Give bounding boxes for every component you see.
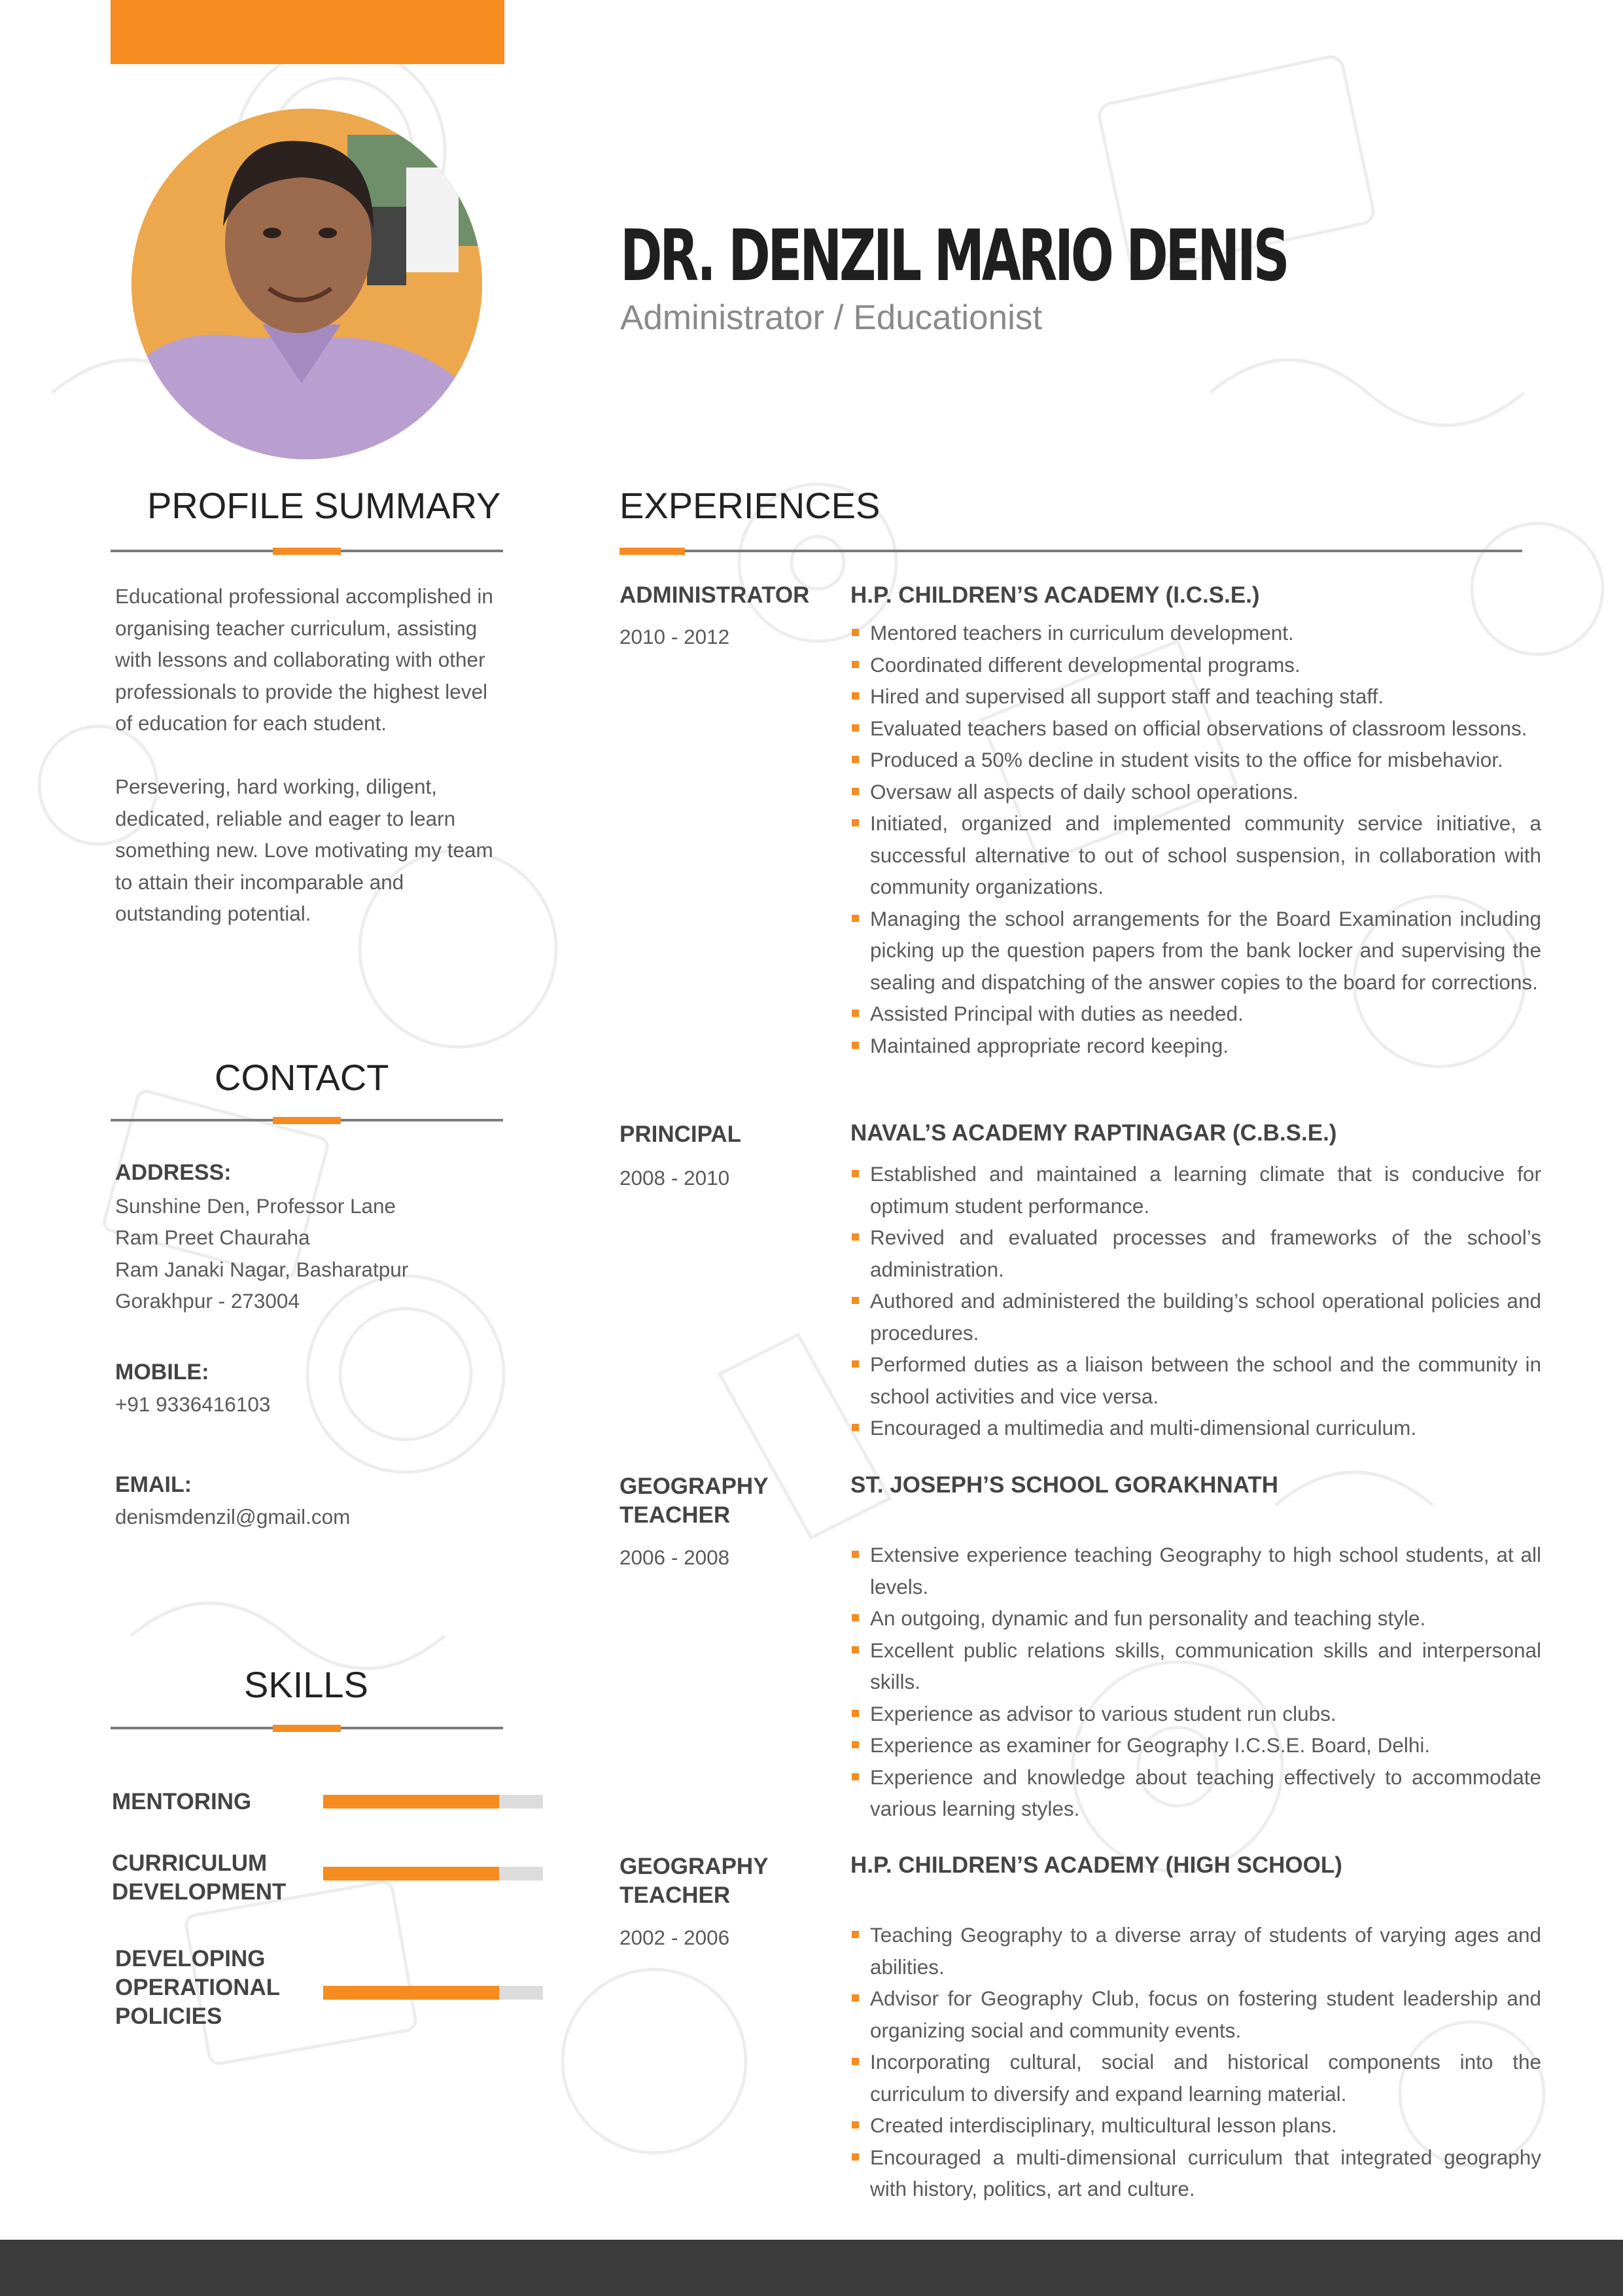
bullet-square-icon (852, 1994, 859, 2002)
portrait-illustration (131, 109, 482, 459)
mobile-label: MOBILE: (115, 1360, 209, 1385)
skill-bar-mentoring (323, 1795, 543, 1809)
list-item: Mentored teachers in curriculum development. (850, 617, 1541, 649)
bullet-square-icon (852, 661, 859, 668)
experiences-heading: EXPERIENCES (620, 485, 881, 526)
email-label: EMAIL: (115, 1472, 192, 1497)
contact-accent (273, 1117, 341, 1124)
experience-years: 2010 - 2012 (620, 625, 730, 648)
list-item: Maintained appropriate record keeping. (850, 1030, 1541, 1062)
experience-bullet-list (850, 617, 1541, 1061)
skill-label-curriculum-development: CURRICULUM DEVELOPMENT (112, 1850, 287, 1905)
list-item: Revived and evaluated processes and frameworks of the school’s administration. (850, 1222, 1541, 1285)
bullet-square-icon (852, 1741, 859, 1748)
skills-heading: SKILLS (244, 1664, 368, 1705)
profile-photo (131, 109, 482, 459)
experience-school: H.P. CHILDREN’S ACADEMY (I.C.S.E.) (850, 582, 1260, 608)
bullet-square-icon (852, 756, 859, 763)
bullet-square-icon (852, 1931, 859, 1938)
bullet-square-icon (852, 1773, 859, 1780)
list-item: Performed duties as a liaison between the school and the community in school activities and vice versa. (850, 1349, 1541, 1412)
experience-bullet-list (850, 1158, 1541, 1444)
experience-bullet-list (850, 1919, 1541, 2205)
profile-summary-accent (273, 548, 341, 555)
experience-school: H.P. CHILDREN’S ACADEMY (HIGH SCHOOL) (850, 1852, 1342, 1878)
bullet-square-icon (852, 724, 859, 732)
list-item: Excellent public relations skills, communication skills and interpersonal skills. (850, 1634, 1541, 1698)
address-line: Sunshine Den, Professor Lane (115, 1194, 396, 1218)
profile-summary-heading: PROFILE SUMMARY (147, 485, 501, 526)
bullet-square-icon (852, 1710, 859, 1717)
list-item: Initiated, organized and implemented community service initiative, a successful alternative to out of school suspension, in collaboration with community organizations. (850, 807, 1541, 903)
list-item: Experience and knowledge about teaching effectively to accommodate various learning styles. (850, 1761, 1541, 1825)
list-item: Assisted Principal with duties as needed. (850, 998, 1541, 1030)
bullet-square-icon (852, 1614, 859, 1621)
mobile-number: +91 9336416103 (115, 1392, 271, 1416)
candidate-name: DR. DENZIL MARIO DENIS (620, 215, 1287, 297)
list-item: Produced a 50% decline in student visits to the office for misbehavior. (850, 744, 1541, 776)
bullet-square-icon (852, 1042, 859, 1049)
list-item: Incorporating cultural, social and historical components into the curriculum to diversify and expand learning material. (850, 2046, 1541, 2110)
experiences-accent (620, 548, 685, 555)
address-label: ADDRESS: (115, 1160, 232, 1185)
skill-label-developing-operational-policies: DEVELOPING OPERATIONAL POLICIES (115, 1946, 281, 2029)
bullet-square-icon (852, 692, 859, 699)
list-item: Encouraged a multi-dimensional curriculum that integrated geography with history, politics, art and culture. (850, 2142, 1541, 2205)
experience-role: GEOGRAPHY TEACHER (620, 1854, 769, 1908)
list-item: Evaluated teachers based on official observations of classroom lessons. (850, 713, 1541, 745)
bullet-square-icon (852, 1360, 859, 1368)
bullet-square-icon (852, 1551, 859, 1558)
experience-years: 2002 - 2006 (620, 1926, 730, 1949)
skill-bar-fill (323, 1795, 499, 1809)
list-item: An outgoing, dynamic and fun personality and teaching style. (850, 1602, 1541, 1634)
list-item: Hired and supervised all support staff and teaching staff. (850, 680, 1541, 713)
list-item: Teaching Geography to a diverse array of students of varying ages and abilities. (850, 1919, 1541, 1983)
bullet-square-icon (852, 819, 859, 826)
address-line: Ram Janaki Nagar, Basharatpur (115, 1258, 409, 1281)
list-item: Oversaw all aspects of daily school operations. (850, 776, 1541, 808)
bullet-square-icon (852, 915, 859, 922)
list-item: Managing the school arrangements for the Board Examination including picking up the question papers from the bank locker and supervising the sealing and dispatching of the answer copies to the board for corrections. (850, 903, 1541, 998)
list-item: Established and maintained a learning climate that is conducive for optimum student performance. (850, 1158, 1541, 1222)
candidate-title: Administrator / Educationist (620, 298, 1043, 337)
top-accent-bar (111, 0, 504, 64)
email-address[interactable]: denismdenzil@gmail.com (115, 1505, 351, 1528)
list-item: Coordinated different developmental programs. (850, 649, 1541, 681)
list-item: Created interdisciplinary, multicultural lesson plans. (850, 2110, 1541, 2142)
skill-bar-fill (323, 1986, 499, 2000)
bullet-square-icon (852, 1646, 859, 1653)
bullet-square-icon (852, 1297, 859, 1304)
experience-school: NAVAL’S ACADEMY RAPTINAGAR (C.B.S.E.) (850, 1120, 1337, 1146)
contact-heading: CONTACT (215, 1057, 389, 1098)
bullet-square-icon (852, 1010, 859, 1017)
list-item: Experience as advisor to various student run clubs. (850, 1698, 1541, 1730)
profile-paragraph-1: Educational professional accomplished in organising teacher curriculum, assisting with lessons and collaborating with other professionals to provide the highest level of education for each student. (115, 584, 493, 735)
list-item: Authored and administered the building’s school operational policies and procedures. (850, 1285, 1541, 1349)
bullet-square-icon (852, 2153, 859, 2161)
skill-label-mentoring: MENTORING (112, 1789, 252, 1814)
address-line: Ram Preet Chauraha (115, 1226, 310, 1249)
skill-bar-fill (323, 1867, 499, 1881)
bullet-square-icon (852, 629, 859, 636)
skill-bar-curriculum-development (323, 1867, 543, 1881)
bullet-square-icon (852, 1424, 859, 1431)
address-line: Gorakhpur - 273004 (115, 1289, 300, 1313)
experience-years: 2006 - 2008 (620, 1545, 730, 1569)
experience-role: PRINCIPAL (620, 1122, 742, 1147)
bullet-square-icon (852, 2121, 859, 2128)
experience-bullet-list (850, 1539, 1541, 1825)
profile-paragraph-2: Persevering, hard working, diligent, dedicated, reliable and eager to learn something new. Love motivating my team to attain their incomparable and outstanding potential. (115, 775, 493, 925)
experience-role: ADMINISTRATOR (620, 582, 810, 608)
skill-bar-developing-operational-policies (323, 1986, 543, 2000)
experience-role: GEOGRAPHY TEACHER (620, 1474, 769, 1528)
experiences-rule (620, 550, 1522, 552)
bullet-square-icon (852, 1233, 859, 1241)
list-item: Encouraged a multimedia and multi-dimensional curriculum. (850, 1412, 1541, 1444)
list-item: Extensive experience teaching Geography to high school students, at all levels. (850, 1539, 1541, 1602)
experience-school: ST. JOSEPH’S SCHOOL GORAKHNATH (850, 1472, 1279, 1498)
bullet-square-icon (852, 2058, 859, 2065)
bullet-square-icon (852, 1170, 859, 1177)
footer-bar (0, 2240, 1623, 2296)
bullet-square-icon (852, 788, 859, 795)
list-item: Advisor for Geography Club, focus on fostering student leadership and organizing social and community events. (850, 1983, 1541, 2046)
skills-accent (273, 1725, 341, 1732)
list-item: Experience as examiner for Geography I.C.S.E. Board, Delhi. (850, 1729, 1541, 1761)
experience-years: 2008 - 2010 (620, 1166, 730, 1190)
